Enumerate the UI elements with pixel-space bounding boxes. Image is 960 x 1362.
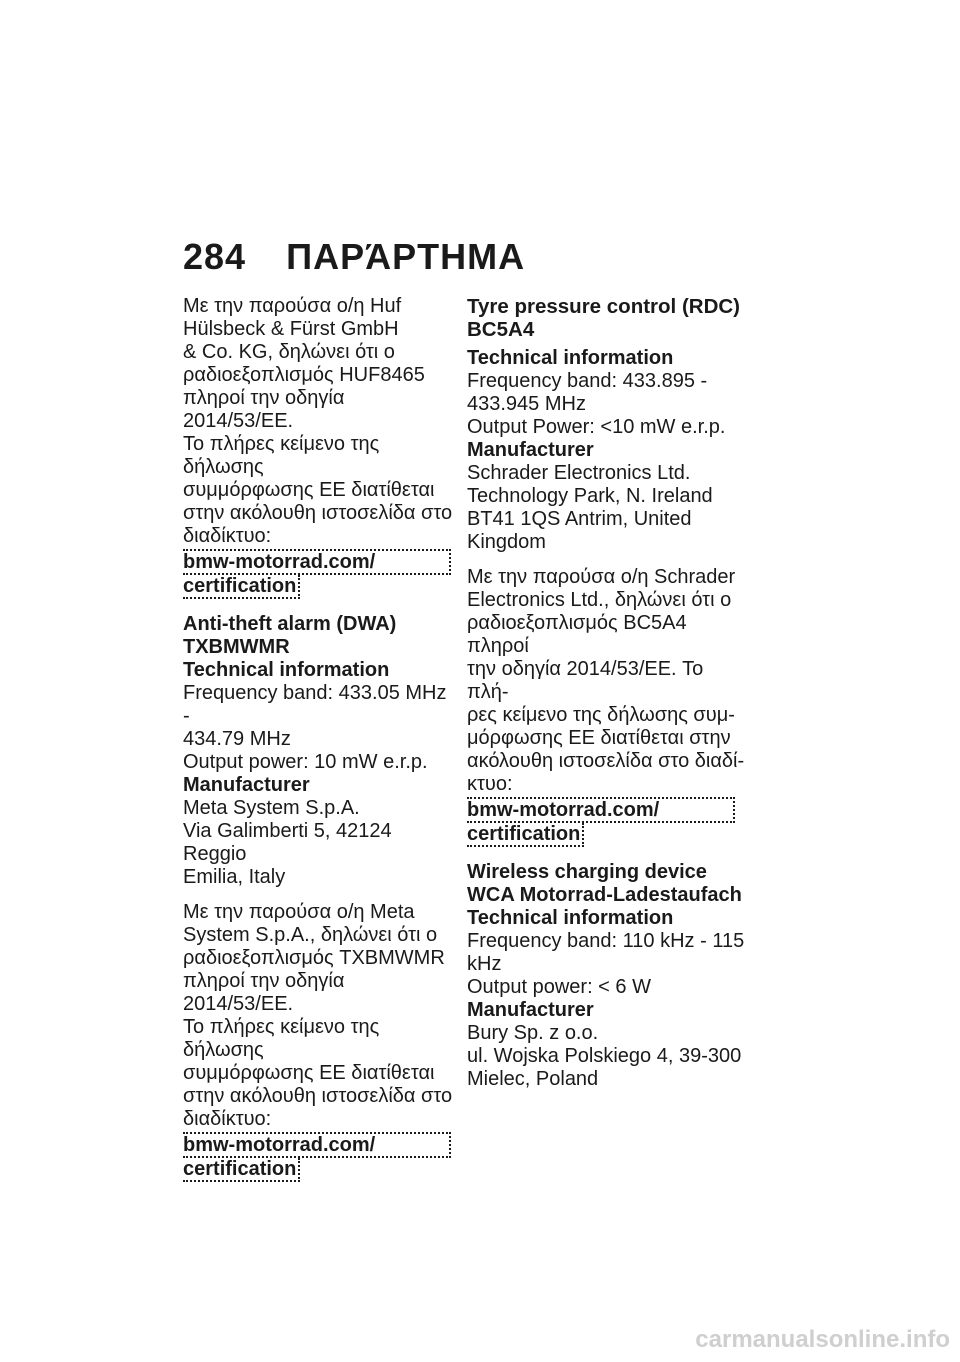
certification-link-line2[interactable]: certification (183, 1158, 300, 1182)
certification-link-line2[interactable]: certification (183, 575, 300, 599)
left-column (183, 295, 453, 1182)
rdc-manufacturer: Schrader Electronics Ltd. Technology Park, N. Ireland BT41 1QS Antrim, United Kingdom (467, 462, 713, 553)
page-header (183, 236, 525, 278)
dwa-tech-info: Frequency band: 433.05 MHz - 434.79 MHz Output power: 10 mW e.r.p. (183, 682, 447, 773)
manufacturer-heading: Manufacturer (467, 999, 594, 1021)
technical-info-heading: Technical information (183, 659, 390, 681)
page-title: ΠΑΡΆΡΤΗΜΑ (286, 236, 526, 277)
technical-info-heading: Technical information (467, 347, 674, 369)
certification-link[interactable]: bmw-motorrad.com/ (183, 1132, 451, 1158)
wca-manufacturer: Bury Sp. z o.o. ul. Wojska Polskiego 4, 39-300 Mielec, Poland (467, 1022, 742, 1090)
certification-link-line2[interactable]: certification (467, 823, 584, 847)
certification-link[interactable]: bmw-motorrad.com/ (467, 797, 735, 823)
technical-info-heading: Technical information (467, 907, 674, 929)
dwa-manufacturer: Meta System S.p.A. Via Galimberti 5, 42124 Reggio Emilia, Italy (183, 797, 392, 888)
meta-declaration: Με την παρούσα ο/η Meta System S.p.A., δηλώνει ότι ο ραδιοεξοπλισμός TXBMWMR πληροί την οδηγία 2014/53/EE. Το πλήρες κείμενο της δήλωσης συμμόρφωσης ΕΕ διατίθεται στην ακόλουθη ιστοσελίδα στο διαδίκτυο: (183, 901, 453, 1130)
wca-tech-info: Frequency band: 110 kHz - 115 kHz Output power: < 6 W (467, 930, 745, 998)
watermark: carmanualsonline.info (695, 1326, 950, 1353)
manufacturer-heading: Manufacturer (467, 439, 594, 461)
manufacturer-heading: Manufacturer (183, 774, 310, 796)
page-number: 284 (183, 236, 247, 277)
dwa-heading: Anti-theft alarm (DWA) TXBMWMR (183, 613, 397, 658)
huf-declaration: Με την παρούσα ο/η Huf Hülsbeck & Fürst GmbH & Co. KG, δηλώνει ότι ο ραδιοεξοπλισμός HUF8465 πληροί την οδηγία 2014/53/EE. Το πλήρες κείμενο της δήλωσης συμμόρφωσης ΕΕ διατίθεται στην ακόλουθη ιστοσελίδα στο διαδίκτυο: (183, 295, 453, 547)
wca-heading: Wireless charging device WCA Motorrad-Ladestaufach (467, 861, 742, 906)
schrader-declaration: Με την παρούσα ο/η Schrader Electronics Ltd., δηλώνει ότι ο ραδιοεξοπλισμός BC5A4 πληροί την οδηγία 2014/53/EE. Το πλή- ρες κείμενο της δήλωσης συμ- μόρφωσης ΕΕ διατίθεται στην ακόλουθη ιστοσελίδα στο διαδί- κτυο: (467, 566, 745, 795)
certification-link[interactable]: bmw-motorrad.com/ (183, 549, 451, 575)
right-column (467, 295, 747, 1091)
rdc-heading: Tyre pressure control (RDC) BC5A4 (467, 295, 741, 341)
rdc-tech-info: Frequency band: 433.895 - 433.945 MHz Output Power: <10 mW e.r.p. (467, 370, 726, 438)
